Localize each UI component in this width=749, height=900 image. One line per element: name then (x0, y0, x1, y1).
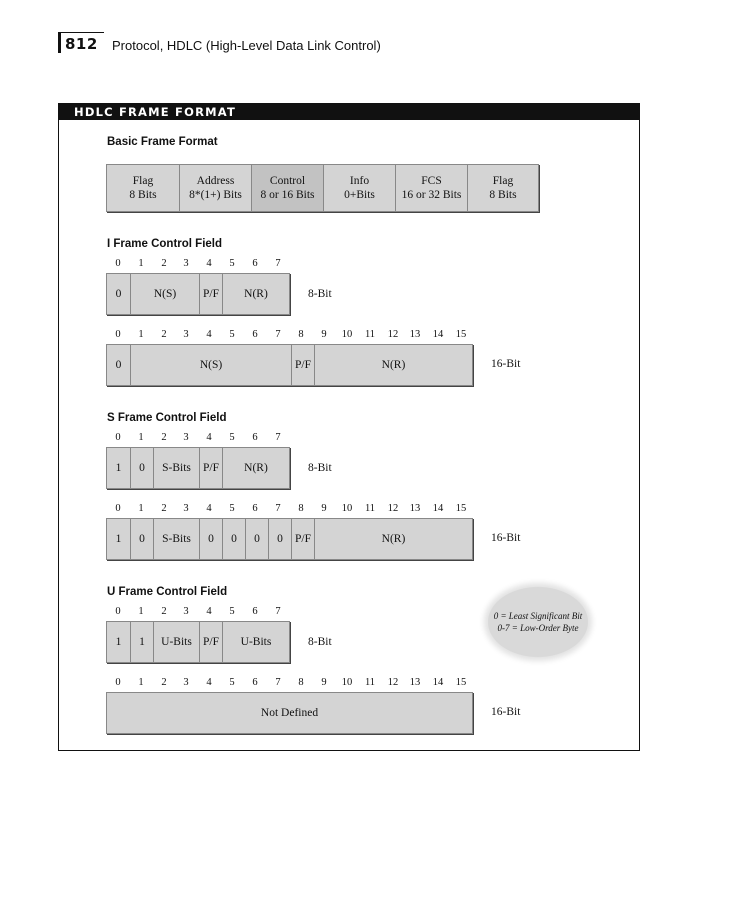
field-address: Address 8*(1+) Bits (179, 165, 251, 211)
bit-field: 1 (130, 622, 153, 662)
not-defined-field: Not Defined (107, 693, 472, 733)
i-frame-heading: I Frame Control Field (107, 238, 223, 250)
u-bits-field: U-Bits (153, 622, 199, 662)
i-frame-16bit-label: 16-Bit (491, 358, 521, 370)
basic-frame-heading: Basic Frame Format (107, 136, 218, 148)
running-head: Protocol, HDLC (High-Level Data Link Control) (112, 38, 381, 53)
u-frame-8bit-label: 8-Bit (308, 636, 332, 648)
figure-title: HDLC FRAME FORMAT (59, 104, 639, 120)
pf-field: P/F (199, 622, 222, 662)
note-line-2: 0-7 = Low-Order Byte (497, 623, 579, 633)
s-frame-16bit-row (106, 518, 473, 560)
field-flag-end: Flag 8 Bits (467, 165, 538, 211)
pf-field: P/F (291, 519, 314, 559)
bit-field: 0 (107, 345, 130, 385)
u-frame-8bit-row (106, 621, 290, 663)
s-frame-8bit-label: 8-Bit (308, 462, 332, 474)
nr-field: N(R) (222, 274, 289, 314)
bit-field: 0 (107, 274, 130, 314)
i-frame-16bit-row (106, 344, 473, 386)
bit-field: 0 (130, 448, 153, 488)
nr-field: N(R) (314, 519, 472, 559)
s-frame-8bit-row (106, 447, 290, 489)
i-frame-8bit-label: 8-Bit (308, 288, 332, 300)
basic-frame-row (106, 164, 539, 212)
u-frame-16bit-row (106, 692, 473, 734)
s-frame-16bit-label: 16-Bit (491, 532, 521, 544)
field-flag-start: Flag 8 Bits (107, 165, 179, 211)
bit-order-note (488, 587, 588, 657)
note-line-1: 0 = Least Significant Bit (493, 611, 583, 621)
reserved-bit: 0 (268, 519, 291, 559)
ns-field: N(S) (130, 345, 291, 385)
s-bits-field: S-Bits (153, 448, 199, 488)
ns-field: N(S) (130, 274, 199, 314)
nr-field: N(R) (314, 345, 472, 385)
s-frame-heading: S Frame Control Field (107, 412, 227, 424)
bit-field: 1 (107, 519, 130, 559)
pf-field: P/F (291, 345, 314, 385)
u-bits-field: U-Bits (222, 622, 289, 662)
nr-field: N(R) (222, 448, 289, 488)
field-info: Info 0+Bits (323, 165, 395, 211)
s-bits-field: S-Bits (153, 519, 199, 559)
reserved-bit: 0 (199, 519, 222, 559)
u-frame-heading: U Frame Control Field (107, 586, 228, 598)
bit-field: 1 (107, 448, 130, 488)
i-frame-8bit-row (106, 273, 290, 315)
field-control: Control 8 or 16 Bits (251, 165, 323, 211)
reserved-bit: 0 (245, 519, 268, 559)
u-frame-16bit-label: 16-Bit (491, 706, 521, 718)
field-fcs: FCS 16 or 32 Bits (395, 165, 467, 211)
pf-field: P/F (199, 448, 222, 488)
bit-field: 1 (107, 622, 130, 662)
bit-field: 0 (130, 519, 153, 559)
reserved-bit: 0 (222, 519, 245, 559)
pf-field: P/F (199, 274, 222, 314)
page-number: 812 (58, 32, 104, 53)
